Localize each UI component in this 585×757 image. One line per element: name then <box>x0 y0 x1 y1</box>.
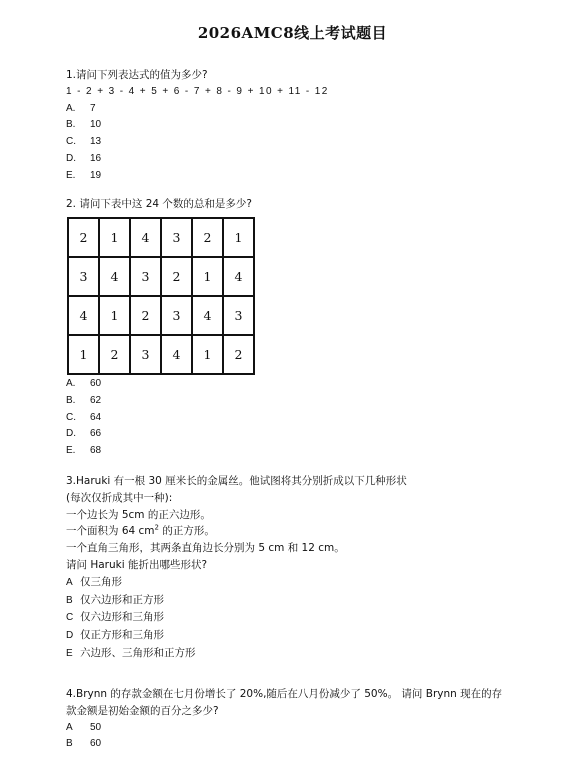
option-label: E. <box>66 169 76 181</box>
table-cell: 2 <box>162 258 193 297</box>
question-3-option-a[interactable] <box>66 574 407 592</box>
table-cell: 2 <box>131 297 162 336</box>
question-3-prompt: 3.Haruki 有一根 30 厘米长的金属丝。他试图将其分别折成以下几种形状 <box>66 475 407 487</box>
option-value: 7 <box>90 102 96 114</box>
table-cell: 4 <box>100 258 131 297</box>
question-4-prompt-cont: 款金额是初始金额的百分之多少? <box>66 704 219 717</box>
option-label: C. <box>66 411 76 423</box>
table-cell: 2 <box>193 219 224 258</box>
option-value: 10 <box>90 119 102 131</box>
question-1-option-e[interactable] <box>66 168 329 185</box>
table-cell: 4 <box>193 297 224 336</box>
option-value: 60 <box>90 738 102 750</box>
option-label: C <box>66 612 74 624</box>
option-label: A. <box>66 102 76 114</box>
table-cell: 4 <box>162 336 193 375</box>
question-1 <box>66 67 329 185</box>
question-1-option-a[interactable] <box>66 101 329 118</box>
table-cell: 1 <box>224 219 255 258</box>
question-1-option-b[interactable] <box>66 117 329 134</box>
option-label: B. <box>66 119 76 131</box>
option-label: A <box>66 721 73 733</box>
option-value: 仅三角形 <box>80 575 122 588</box>
option-label: E. <box>66 445 76 457</box>
option-value: 62 <box>90 394 102 406</box>
question-1-expression: 1 - 2 + 3 - 4 + 5 + 6 - 7 + 8 - 9 + 10 + 11 - 12 <box>66 85 329 97</box>
option-label: A. <box>66 378 76 389</box>
table-cell: 3 <box>131 258 162 297</box>
table-cell: 4 <box>131 219 162 258</box>
shape-square-tail: 的正方形。 <box>159 525 215 538</box>
question-3-option-e[interactable] <box>66 645 407 663</box>
option-value: 64 <box>90 411 102 423</box>
question-2-option-d[interactable] <box>66 426 101 443</box>
table-cell: 3 <box>224 297 255 336</box>
table-cell: 3 <box>69 258 100 297</box>
question-2-option-e[interactable] <box>66 443 101 460</box>
question-3 <box>66 473 407 663</box>
table-cell: 1 <box>100 219 131 258</box>
option-value: 16 <box>90 152 102 164</box>
option-label: D. <box>66 152 76 164</box>
area-superscript: 2 <box>154 523 160 532</box>
option-value: 66 <box>90 428 102 440</box>
option-label: D <box>66 630 74 642</box>
number-table <box>67 217 255 375</box>
option-value: 仅正方形和三角形 <box>80 629 164 642</box>
question-2-options <box>66 376 101 460</box>
option-label: B. <box>66 394 76 406</box>
table-cell: 2 <box>224 336 255 375</box>
question-3-shape-triangle: 一个直角三角形，其两条直角边长分别为 5 cm 和 12 cm。 <box>66 542 345 555</box>
option-value: 68 <box>90 445 102 457</box>
table-cell: 4 <box>224 258 255 297</box>
question-3-option-d[interactable] <box>66 627 407 645</box>
option-value: 仅六边形和正方形 <box>80 593 164 606</box>
option-label: A <box>66 576 73 588</box>
question-2-option-b[interactable] <box>66 393 101 410</box>
table-cell: 1 <box>69 336 100 375</box>
option-value: 13 <box>90 136 102 148</box>
question-3-option-c[interactable] <box>66 609 407 627</box>
question-1-option-d[interactable] <box>66 151 329 168</box>
option-value: 60 <box>90 378 102 389</box>
table-cell: 3 <box>131 336 162 375</box>
option-value: 六边形、三角形和正方形 <box>80 646 196 659</box>
question-2-prompt: 2. 请问下表中这 24 个数的总和是多少? <box>66 198 252 210</box>
option-label: C. <box>66 136 76 148</box>
question-4-option-a[interactable] <box>66 720 502 737</box>
option-label: E <box>66 647 73 659</box>
question-1-option-c[interactable] <box>66 134 329 151</box>
table-cell: 3 <box>162 219 193 258</box>
table-cell: 2 <box>69 219 100 258</box>
option-label: D. <box>66 428 76 440</box>
table-cell: 2 <box>100 336 131 375</box>
question-4 <box>66 686 502 753</box>
option-value: 50 <box>90 721 102 733</box>
option-value: 仅六边形和三角形 <box>80 611 164 624</box>
option-label: B <box>66 594 73 606</box>
question-3-shape-square <box>66 523 407 540</box>
question-4-option-b[interactable] <box>66 736 502 753</box>
option-label: B <box>66 738 73 750</box>
question-1-prompt: 1.请问下列表达式的值为多少? <box>66 69 208 81</box>
table-cell: 4 <box>69 297 100 336</box>
table-cell: 1 <box>193 258 224 297</box>
question-3-option-b[interactable] <box>66 592 407 610</box>
question-4-prompt: 4.Brynn 的存款金额在七月份增长了 20%,随后在八月份减少了 50%。 请问 Brynn 现在的存 <box>66 688 503 700</box>
question-2 <box>66 196 252 213</box>
question-3-question: 请问 Haruki 能折出哪些形状? <box>66 558 208 571</box>
table-cell: 3 <box>162 297 193 336</box>
question-2-option-a[interactable] <box>66 376 101 393</box>
shape-square-text: 一个面积为 64 cm <box>66 525 155 538</box>
table-cell: 1 <box>100 297 131 336</box>
question-3-shape-hexagon: 一个边长为 5cm 的正六边形。 <box>66 508 211 521</box>
question-3-note: (每次仅折成其中一种): <box>66 491 173 504</box>
option-value: 19 <box>90 169 102 181</box>
question-2-option-c[interactable] <box>66 410 101 427</box>
exam-title: 2026AMC8线上考试题目 <box>197 24 388 42</box>
table-cell: 1 <box>193 336 224 375</box>
